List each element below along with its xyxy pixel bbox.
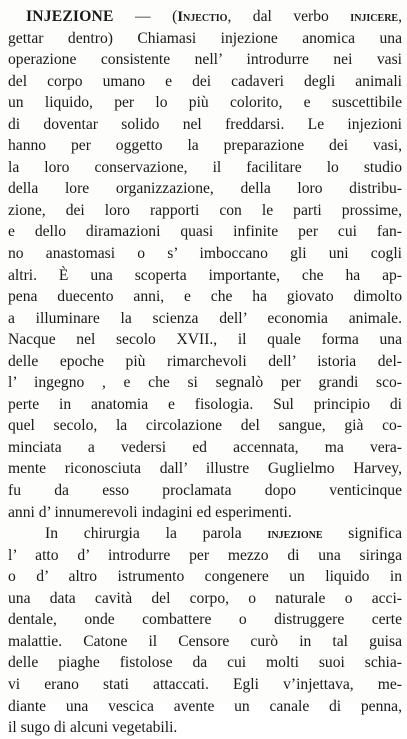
article-column [8, 6, 402, 739]
text-line: mente riconosciuta dall’ illustre Guglielmo Harvey, [8, 460, 402, 478]
text-line: l’ atto d’ introdurre per mezzo di una siringa [8, 546, 402, 564]
text-line: dentale, onde combattere o distruggere certe [8, 611, 402, 629]
text-line: quel secolo, la circolazione del sangue, già co- [8, 417, 402, 435]
paragraph-1 [8, 6, 402, 523]
text-line: minciata a vedersi ed accennata, ma vera- [8, 438, 402, 456]
text-line: l’ ingegno , e che si segnalò per grandi sco- [8, 374, 402, 392]
text-line: malattie. Catone il Censore curò in tal guisa [8, 632, 402, 650]
text-line: zione, dei loro rapporti con le parti prossime, [8, 201, 402, 219]
text-line: il sugo di alcuni vegetabili. [8, 719, 178, 737]
headword: INJEZIONE [26, 8, 114, 25]
text-line: o d’ altro istrumento congenere un liquido in [8, 568, 402, 586]
text-line: e dello diramazioni quasi infinite per cui fan- [8, 223, 402, 241]
text-line: un liquido, per lo più colorito, e suscettibile [8, 94, 402, 112]
text-line: di doventar solido nel freddarsi. Le injezioni [8, 115, 402, 133]
text-line: vi erano stati attaccati. Egli v’injettava, me- [8, 675, 402, 693]
text-line: delle piaghe fistolose da cui molti suoi schia- [8, 654, 402, 672]
text-line: perte in anatomia e fisologia. Sul principio di [8, 395, 402, 413]
text-line: hanno per oggetto la preparazione dei vasi, [8, 137, 402, 155]
text-line: In chirurgia la parola injezione significa [45, 525, 402, 543]
text-line: Nacque nel secolo XVII., il quale forma una [8, 331, 402, 349]
text-line: no anastomasi o s’ imboccano gli uni cogli [8, 245, 402, 263]
text-line: operazione consistente nell’ introdurre nei vasi [8, 51, 402, 69]
text-line: del corpo umano e dei cadaveri degli animali [8, 72, 402, 90]
text-line: pena duecento anni, e che ha giovato dimolto [8, 288, 402, 306]
text-line: fu da esso proclamata dopo venticinque [8, 482, 402, 500]
text-line: a illuminare la scienza dell’ economia animale. [8, 309, 402, 327]
text-line: altri. È una scoperta importante, che ha ap- [8, 266, 402, 284]
text-line: della lore organizzazione, della loro distribu- [8, 180, 402, 198]
text-line: INJEZIONE — (Injectio, dal verbo injicere, [26, 8, 402, 25]
text-line: diante una vescica avente un canale di penna, [8, 697, 402, 715]
text-line: la loro conservazione, il facilitare lo studio [8, 158, 402, 176]
text-line: gettar dentro) Chiamasi injezione anomica una [8, 29, 402, 47]
text-line: anni d’ innumerevoli indagini ed esperimenti. [8, 503, 292, 521]
paragraph-2 [8, 523, 402, 738]
text-line: una data cavità del corpo, o naturale o acci- [8, 589, 402, 607]
text-line: delle epoche più rimarchevoli dell’ istoria del- [8, 352, 402, 370]
keyword: injezione [267, 526, 323, 543]
